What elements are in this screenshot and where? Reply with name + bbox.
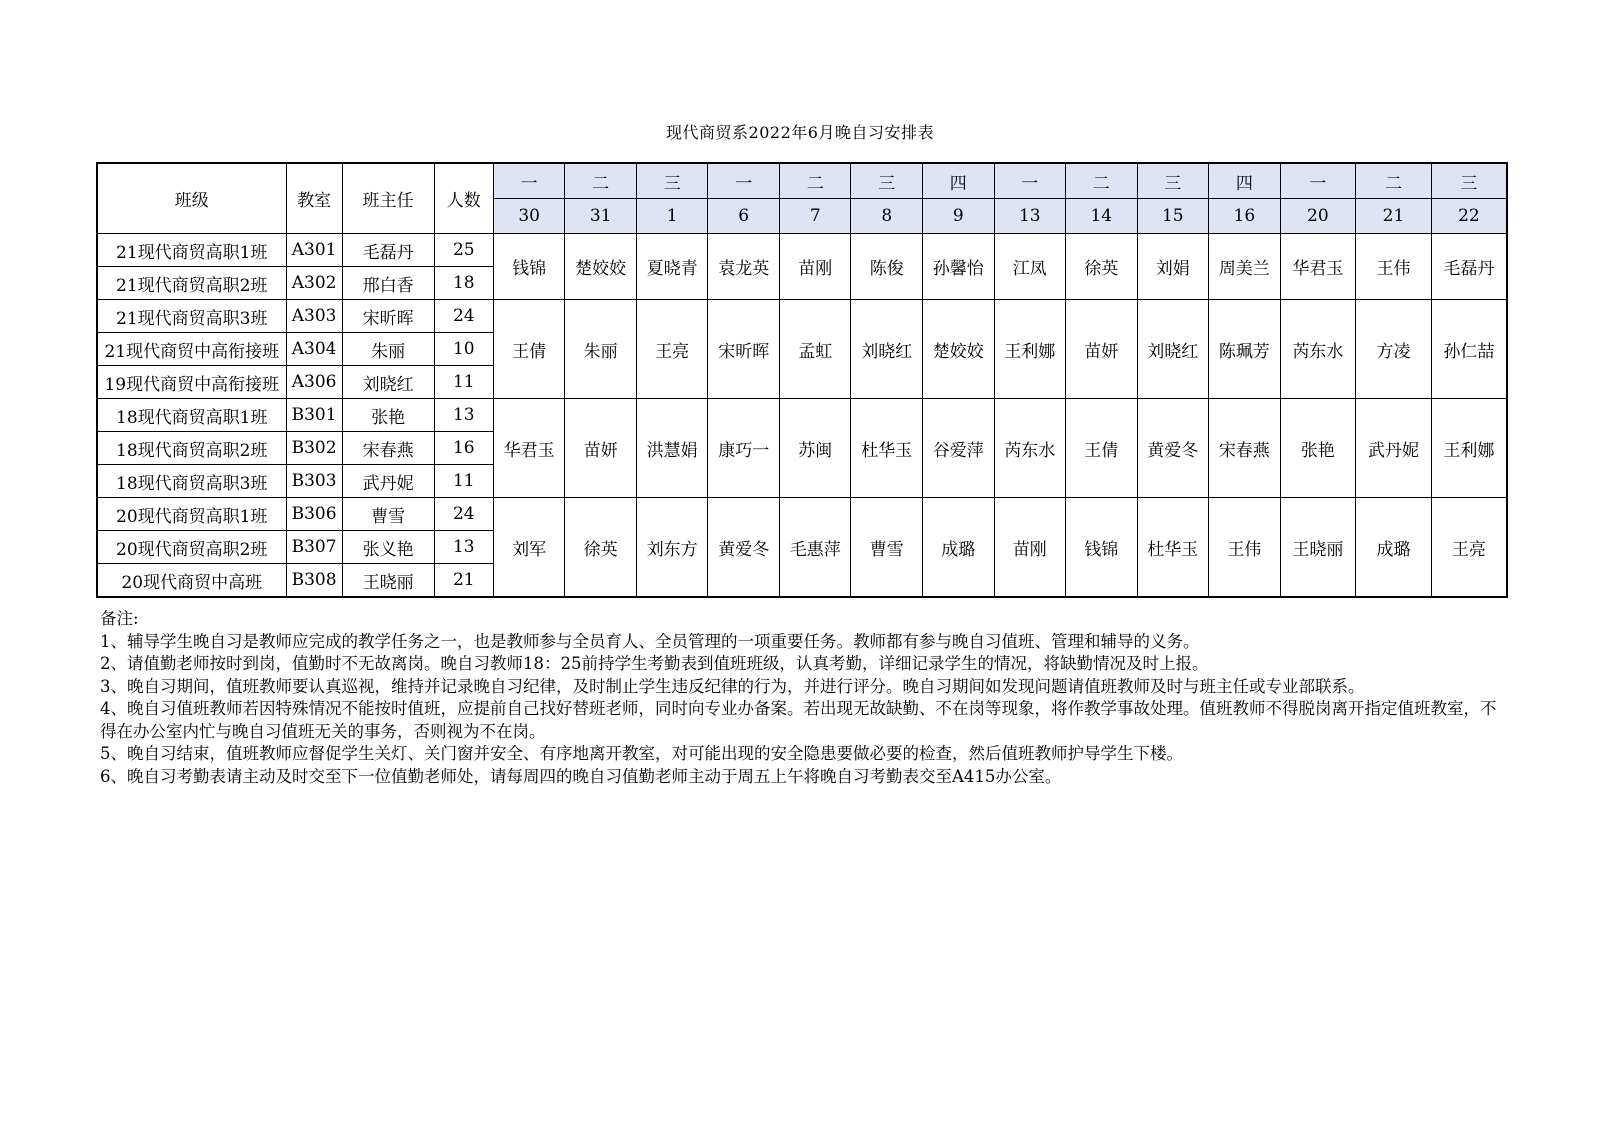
classroom: A301 xyxy=(286,234,342,267)
duty-teacher: 张艳 xyxy=(1280,399,1356,498)
date-cell: 1 xyxy=(636,199,708,234)
duty-teacher: 毛惠萍 xyxy=(779,498,851,598)
head-teacher: 曹雪 xyxy=(342,498,434,531)
weekday-cell: 一 xyxy=(493,163,565,199)
weekday-cell: 二 xyxy=(779,163,851,199)
duty-teacher: 夏晓青 xyxy=(636,234,708,300)
weekday-cell: 二 xyxy=(1066,163,1138,199)
duty-teacher: 刘军 xyxy=(493,498,565,598)
note-item: 3、晚自习期间，值班教师要认真巡视，维持并记录晚自习纪律，及时制止学生违反纪律的行为，并进行评分。晚自习期间如发现问题请值班教师及时与班主任或专业部联系。 xyxy=(100,676,1365,696)
note-item: 5、晚自习结束，值班教师应督促学生关灯、关门窗并安全、有序地离开教室，对可能出现的安全隐患要做必要的检查，然后值班教师护导学生下楼。 xyxy=(100,744,1183,763)
page-title: 现代商贸系2022年6月晚自习安排表 xyxy=(666,123,934,142)
duty-teacher: 王亮 xyxy=(636,300,708,399)
header-room: 教室 xyxy=(286,163,342,234)
head-teacher: 王晓丽 xyxy=(342,564,434,598)
duty-teacher: 陈俊 xyxy=(851,234,923,300)
weekday-cell: 一 xyxy=(1280,163,1356,199)
duty-teacher: 杜华玉 xyxy=(1137,498,1209,598)
duty-teacher: 王伟 xyxy=(1356,234,1432,300)
duty-teacher: 陈珮芳 xyxy=(1209,300,1281,399)
duty-teacher: 成璐 xyxy=(1356,498,1432,598)
date-cell: 21 xyxy=(1356,199,1432,234)
date-cell: 13 xyxy=(994,199,1066,234)
header-teacher: 班主任 xyxy=(342,163,434,234)
header-count: 人数 xyxy=(434,163,493,234)
date-cell: 30 xyxy=(493,199,565,234)
notes-section xyxy=(100,608,1500,788)
duty-teacher: 王晓丽 xyxy=(1280,498,1356,598)
head-teacher: 张义艳 xyxy=(342,531,434,564)
student-count: 21 xyxy=(434,564,493,598)
weekday-cell: 四 xyxy=(923,163,995,199)
date-cell: 22 xyxy=(1431,199,1507,234)
duty-teacher: 洪慧娟 xyxy=(636,399,708,498)
duty-teacher: 徐英 xyxy=(1066,234,1138,300)
class-name: 18现代商贸高职3班 xyxy=(97,465,286,498)
note-item: 2、请值勤老师按时到岗，值勤时不无故离岗。晚自习教师18：25前持学生考勤表到值班班级，认真考勤，详细记录学生的情况，将缺勤情况及时上报。 xyxy=(100,654,1209,673)
classroom: B302 xyxy=(286,432,342,465)
date-cell: 16 xyxy=(1209,199,1281,234)
duty-teacher: 康巧一 xyxy=(708,399,780,498)
duty-teacher: 苗刚 xyxy=(994,498,1066,598)
class-row xyxy=(97,498,1507,531)
duty-teacher: 武丹妮 xyxy=(1356,399,1432,498)
weekday-cell: 三 xyxy=(1137,163,1209,199)
date-cell: 8 xyxy=(851,199,923,234)
class-name: 21现代商贸高职1班 xyxy=(97,234,286,267)
duty-teacher: 王利娜 xyxy=(994,300,1066,399)
duty-teacher: 孙仁喆 xyxy=(1431,300,1507,399)
classroom: B301 xyxy=(286,399,342,432)
duty-teacher: 宋昕晖 xyxy=(708,300,780,399)
note-item: 6、晚自习考勤表请主动及时交至下一位值勤老师处，请每周四的晚自习值勤老师主动于周五上午将晚自习考勤表交至A415办公室。 xyxy=(100,766,1062,786)
duty-teacher: 王利娜 xyxy=(1431,399,1507,498)
duty-teacher: 宋春燕 xyxy=(1209,399,1281,498)
duty-teacher: 苏闽 xyxy=(779,399,851,498)
student-count: 11 xyxy=(434,366,493,399)
duty-teacher: 徐英 xyxy=(565,498,637,598)
class-name: 21现代商贸高职3班 xyxy=(97,300,286,333)
date-cell: 14 xyxy=(1066,199,1138,234)
classroom: A304 xyxy=(286,333,342,366)
student-count: 10 xyxy=(434,333,493,366)
duty-teacher: 黄爱冬 xyxy=(1137,399,1209,498)
duty-teacher: 曹雪 xyxy=(851,498,923,598)
classroom: B307 xyxy=(286,531,342,564)
student-count: 13 xyxy=(434,399,493,432)
duty-teacher: 钱锦 xyxy=(493,234,565,300)
class-name: 18现代商贸高职2班 xyxy=(97,432,286,465)
head-teacher: 张艳 xyxy=(342,399,434,432)
duty-teacher: 刘晓红 xyxy=(1137,300,1209,399)
class-name: 18现代商贸高职1班 xyxy=(97,399,286,432)
classroom: B308 xyxy=(286,564,342,598)
class-name: 20现代商贸高职1班 xyxy=(97,498,286,531)
duty-teacher: 袁龙英 xyxy=(708,234,780,300)
classroom: B306 xyxy=(286,498,342,531)
notes-heading: 备注: xyxy=(100,609,139,628)
date-cell: 7 xyxy=(779,199,851,234)
weekday-cell: 二 xyxy=(565,163,637,199)
class-row xyxy=(97,300,1507,333)
duty-teacher: 王亮 xyxy=(1431,498,1507,598)
note-item: 1、辅导学生晚自习是教师应完成的教学任务之一，也是教师参与全员育人、全员管理的一项重要任务。教师都有参与晚自习值班、管理和辅导的义务。 xyxy=(100,631,1200,651)
duty-teacher: 王倩 xyxy=(493,300,565,399)
note-item: 4、晚自习值班教师若因特殊情况不能按时值班，应提前自己找好替班老师，同时向专业办备案。若出现无故缺勤、不在岗等现象，将作教学事故处理。值班教师不得脱岗离开指定值班教室，不得在办公室内忙与晚自习值班无关的事务，否则视为不在岗。 xyxy=(100,699,1497,741)
weekday-cell: 三 xyxy=(1431,163,1507,199)
classroom: A306 xyxy=(286,366,342,399)
classroom: A303 xyxy=(286,300,342,333)
duty-teacher: 朱丽 xyxy=(565,300,637,399)
duty-teacher: 芮东水 xyxy=(1280,300,1356,399)
duty-teacher: 华君玉 xyxy=(1280,234,1356,300)
class-name: 20现代商贸中高班 xyxy=(97,564,286,598)
date-cell: 6 xyxy=(708,199,780,234)
student-count: 11 xyxy=(434,465,493,498)
duty-teacher: 孙馨怡 xyxy=(923,234,995,300)
duty-teacher: 王伟 xyxy=(1209,498,1281,598)
weekday-cell: 一 xyxy=(994,163,1066,199)
duty-teacher: 成璐 xyxy=(923,498,995,598)
student-count: 13 xyxy=(434,531,493,564)
class-row xyxy=(97,234,1507,267)
class-name: 21现代商贸中高衔接班 xyxy=(97,333,286,366)
duty-teacher: 芮东水 xyxy=(994,399,1066,498)
duty-teacher: 苗妍 xyxy=(1066,300,1138,399)
duty-teacher: 周美兰 xyxy=(1209,234,1281,300)
head-teacher: 宋春燕 xyxy=(342,432,434,465)
weekday-cell: 一 xyxy=(708,163,780,199)
weekday-cell: 四 xyxy=(1209,163,1281,199)
weekday-cell: 三 xyxy=(851,163,923,199)
student-count: 18 xyxy=(434,267,493,300)
head-teacher: 刘晓红 xyxy=(342,366,434,399)
class-name: 19现代商贸中高衔接班 xyxy=(97,366,286,399)
date-cell: 31 xyxy=(565,199,637,234)
class-row xyxy=(97,399,1507,432)
duty-teacher: 江凤 xyxy=(994,234,1066,300)
duty-teacher: 华君玉 xyxy=(493,399,565,498)
student-count: 24 xyxy=(434,498,493,531)
classroom: B303 xyxy=(286,465,342,498)
date-cell: 9 xyxy=(923,199,995,234)
duty-teacher: 方凌 xyxy=(1356,300,1432,399)
duty-teacher: 刘晓红 xyxy=(851,300,923,399)
date-cell: 15 xyxy=(1137,199,1209,234)
weekday-cell: 三 xyxy=(636,163,708,199)
head-teacher: 武丹妮 xyxy=(342,465,434,498)
head-teacher: 邢白香 xyxy=(342,267,434,300)
duty-teacher: 黄爱冬 xyxy=(708,498,780,598)
duty-teacher: 孟虹 xyxy=(779,300,851,399)
duty-teacher: 楚姣姣 xyxy=(923,300,995,399)
header-class: 班级 xyxy=(97,163,286,234)
student-count: 25 xyxy=(434,234,493,267)
duty-teacher: 苗妍 xyxy=(565,399,637,498)
duty-teacher: 刘东方 xyxy=(636,498,708,598)
head-teacher: 毛磊丹 xyxy=(342,234,434,267)
date-cell: 20 xyxy=(1280,199,1356,234)
classroom: A302 xyxy=(286,267,342,300)
duty-teacher: 谷爱萍 xyxy=(923,399,995,498)
head-teacher: 宋昕晖 xyxy=(342,300,434,333)
class-name: 21现代商贸高职2班 xyxy=(97,267,286,300)
duty-teacher: 杜华玉 xyxy=(851,399,923,498)
duty-teacher: 刘娟 xyxy=(1137,234,1209,300)
duty-teacher: 王倩 xyxy=(1066,399,1138,498)
duty-teacher: 毛磊丹 xyxy=(1431,234,1507,300)
duty-teacher: 钱锦 xyxy=(1066,498,1138,598)
schedule-table xyxy=(96,162,1508,598)
student-count: 16 xyxy=(434,432,493,465)
student-count: 24 xyxy=(434,300,493,333)
weekday-cell: 二 xyxy=(1356,163,1432,199)
duty-teacher: 楚姣姣 xyxy=(565,234,637,300)
class-name: 20现代商贸高职2班 xyxy=(97,531,286,564)
head-teacher: 朱丽 xyxy=(342,333,434,366)
duty-teacher: 苗刚 xyxy=(779,234,851,300)
